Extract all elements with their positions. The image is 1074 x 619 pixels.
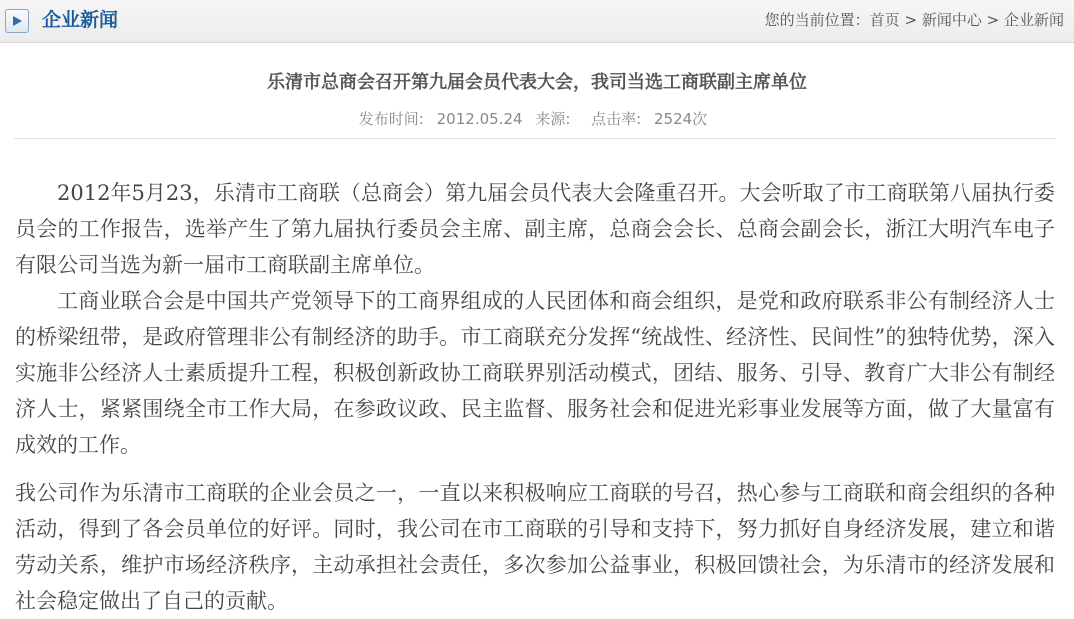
article-paragraph: 2012年5月23，乐清市工商联（总商会）第九届会员代表大会隆重召开。大会听取了市工商联第八届执行委员会的工作报告，选举产生了第九届执行委员会主席、副主席，总商会会长、总商会副会长，浙江大明汽车电子有限公司当选为新一届市工商联副主席单位。 xyxy=(15,181,1055,277)
article-title: 乐清市总商会召开第九届会员代表大会，我司当选工商联副主席单位 xyxy=(267,72,807,93)
page-header xyxy=(0,0,1074,43)
breadcrumb-prefix: 您的当前位置： xyxy=(764,11,870,29)
section-title: 企业新闻 xyxy=(42,9,119,31)
breadcrumb-home-link[interactable]: 首页 xyxy=(869,11,900,29)
article-paragraph: 我公司作为乐清市工商联的企业会员之一，一直以来积极响应工商联的号召，热心参与工商联和商会组织的各种活动，得到了各会员单位的好评。同时，我公司在市工商联的引导和支持下，努力抓好自身经济发展，建立和谐劳动关系，维护市场经济秩序，主动承担社会责任，多次参加公益事业，积极回馈社会，为乐清市的经济发展和社会稳定做出了自己的贡献。 xyxy=(15,481,1055,613)
breadcrumb-separator: > xyxy=(904,11,918,29)
hits-value: 2524次 xyxy=(654,110,708,128)
hits-label: 点击率: xyxy=(591,110,642,128)
article-meta xyxy=(0,107,1074,131)
source-label: 来源: xyxy=(535,110,571,128)
publish-date: 2012.05.24 xyxy=(436,110,523,128)
title-divider xyxy=(14,138,1056,139)
article-body xyxy=(15,175,1055,619)
breadcrumb-company-news-link[interactable]: 企业新闻 xyxy=(1003,11,1064,29)
play-triangle-icon xyxy=(11,15,23,27)
article-paragraph: 工商业联合会是中国共产党领导下的工商界组成的人民团体和商会组织，是党和政府联系非公有制经济人士的桥梁纽带，是政府管理非公有制经济的助手。市工商联充分发挥“统战性、经济性、民间性”的独特优势，深入实施非公经济人士素质提升工程，积极创新政协工商联界别活动模式，团结、服务、引导、教育广大非公有制经济人士，紧紧围绕全市工作大局，在参政议政、民主监督、服务社会和促进光彩事业发展等方面，做了大量富有成效的工作。 xyxy=(15,289,1055,457)
breadcrumb-separator: > xyxy=(986,11,1000,29)
breadcrumb xyxy=(765,9,1064,31)
breadcrumb-news-center-link[interactable]: 新闻中心 xyxy=(921,11,982,29)
play-icon xyxy=(5,9,29,33)
publish-time-label: 发布时间: xyxy=(358,110,424,128)
